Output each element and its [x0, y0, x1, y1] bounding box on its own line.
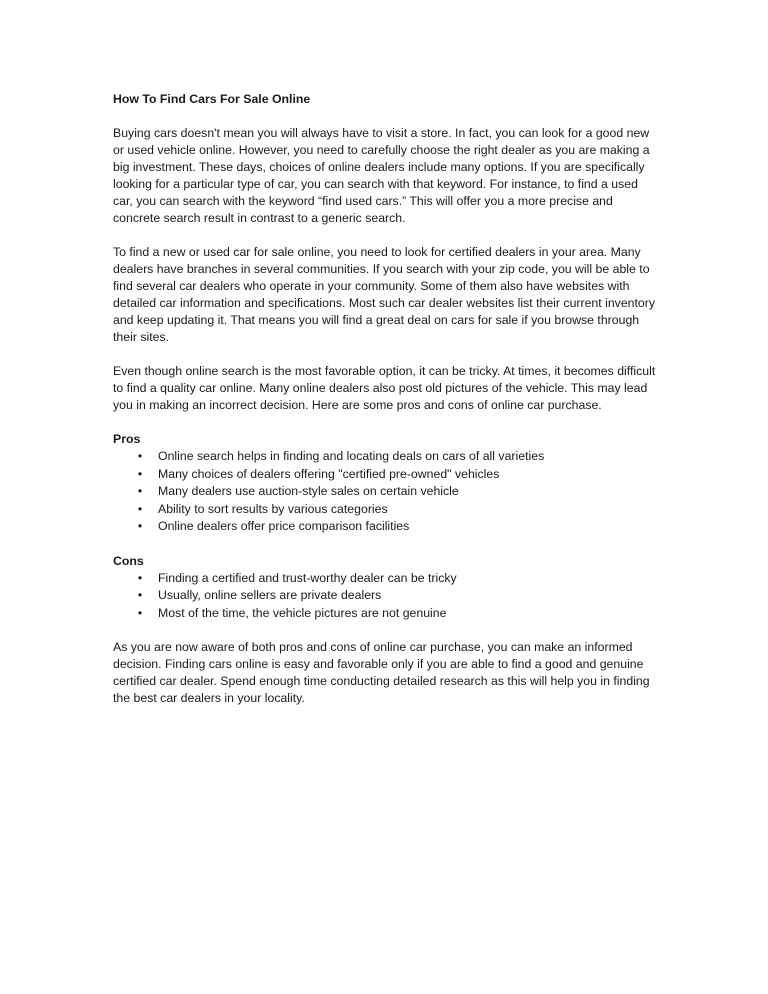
document-title: How To Find Cars For Sale Online — [113, 92, 311, 106]
list-item-text: Finding a certified and trust-worthy dealer can be tricky — [158, 570, 457, 585]
list-item-text: Ability to sort results by various categories — [158, 501, 388, 516]
list-item-text: Usually, online sellers are private dealers — [158, 588, 382, 602]
paragraph-caution: Even though online search is the most favorable option, it can be tricky. At times, it becomes difficult to find a quality car online. Many online dealers also post old pictures of the vehicle. This may lead you in making an incorrect decision. Here are some pros and cons of online car purchase. — [113, 364, 656, 412]
list-item-text: Online search helps in finding and locating deals on cars of all varieties — [158, 449, 545, 463]
pros-list — [113, 448, 659, 536]
bullet-icon: • — [137, 449, 143, 463]
bullet-icon: • — [137, 588, 143, 602]
list-item — [113, 518, 659, 536]
bullet-icon: • — [137, 501, 143, 516]
paragraph-conclusion: As you are now aware of both pros and cons of online car purchase, you can make an informed decision. Finding cars online is easy and favorable only if you are able to find a good and genuine certified car dealer. Spend enough time conducting detailed research as this will help you in finding the best car dealers in your locality. — [113, 640, 650, 705]
paragraph-intro: Buying cars doesn't mean you will always have to visit a store. In fact, you can look for a good new or used vehicle online. However, you need to carefully choose the right dealer as you are making a big investment. These days, choices of online dealers include many options. If you are specifically looking for a particular type of car, you can search with that keyword. For instance, to find a used car, you can search with the keyword “find used cars.” This will offer you a more precise and concrete search result in contrast to a generic search. — [113, 126, 650, 225]
list-item-text: Many dealers use auction-style sales on certain vehicle — [158, 484, 459, 498]
bullet-icon: • — [137, 484, 143, 498]
paragraph-dealers: To find a new or used car for sale online, you need to look for certified dealers in your area. Many dealers have branches in several communities. If you search with your zip code, you will be able to find several car dealers who operate in your community. Some of them also have websites with detailed car information and specifications. Most such car dealer websites list their current inventory and keep updating it. That means you will find a great deal on cars for sale if you browse through their sites. — [113, 245, 655, 344]
list-item — [113, 605, 659, 623]
bullet-icon: • — [137, 605, 143, 620]
list-item-text: Most of the time, the vehicle pictures are not genuine — [158, 605, 447, 620]
list-item — [113, 587, 659, 605]
bullet-icon: • — [137, 519, 143, 533]
list-item — [113, 483, 659, 501]
list-item-text: Many choices of dealers offering "certified pre-owned" vehicles — [158, 466, 500, 481]
cons-heading: Cons — [113, 553, 144, 568]
pros-heading: Pros — [113, 432, 141, 446]
bullet-icon: • — [137, 570, 143, 585]
list-item — [113, 570, 659, 588]
list-item — [113, 448, 659, 466]
list-item — [113, 466, 659, 484]
bullet-icon: • — [137, 466, 143, 481]
document-page — [113, 91, 659, 724]
list-item — [113, 501, 659, 519]
cons-list — [113, 570, 659, 623]
list-item-text: Online dealers offer price comparison facilities — [158, 519, 410, 533]
